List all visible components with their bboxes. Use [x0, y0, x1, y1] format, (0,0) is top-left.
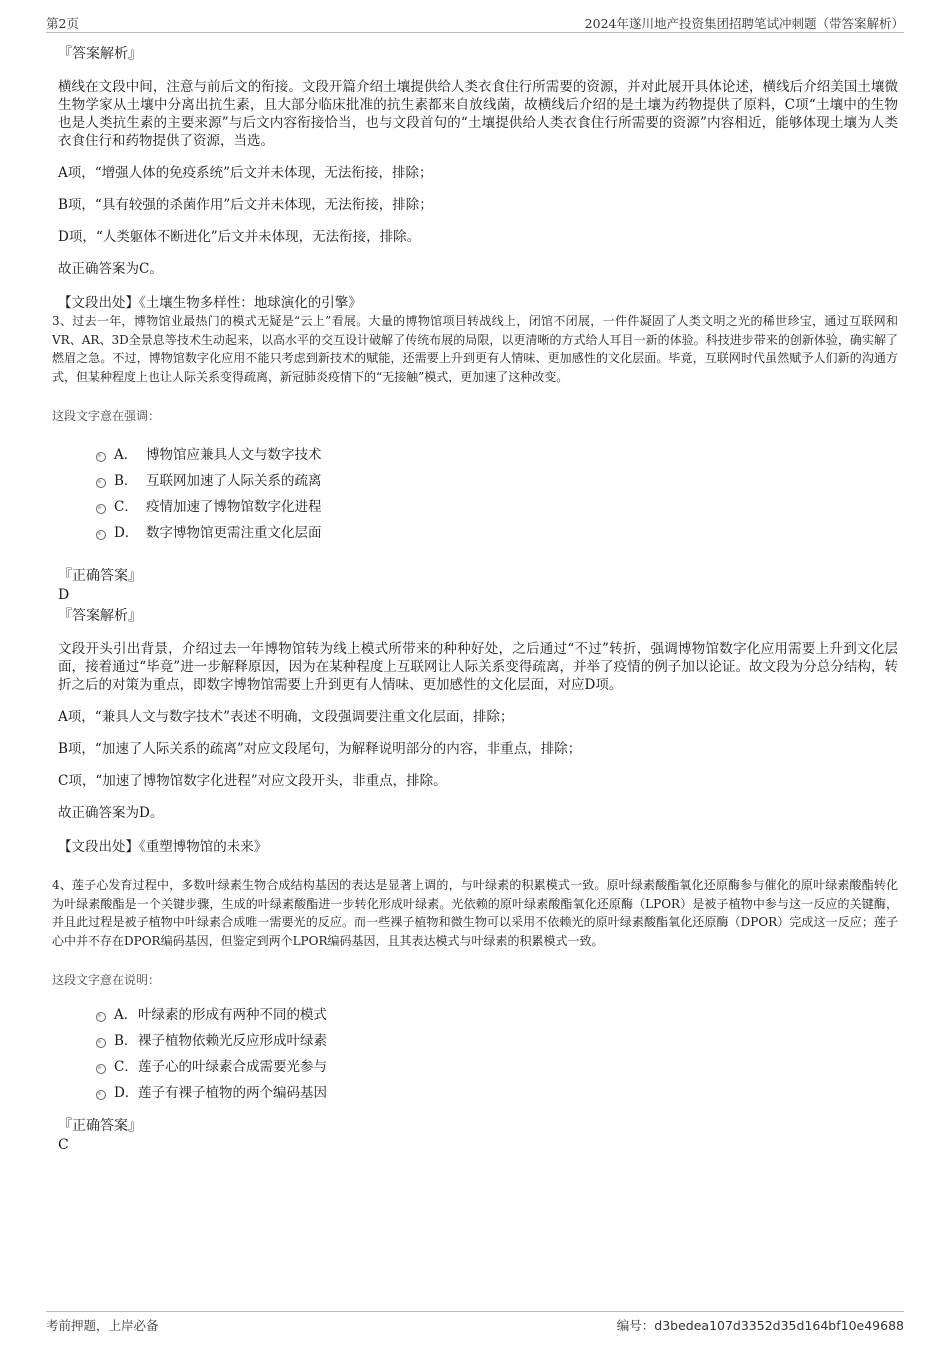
radio-icon[interactable]	[96, 1012, 106, 1022]
q4-option-d[interactable]: D．莲子有裸子植物的两个编码基因	[92, 1080, 898, 1106]
radio-icon[interactable]	[96, 1064, 106, 1074]
q3-option-b[interactable]: B． 互联网加速了人际关系的疏离	[92, 468, 898, 494]
radio-icon[interactable]	[96, 1090, 106, 1100]
q3-prompt: 这段文字意在强调：	[52, 409, 161, 423]
q4-prompt: 这段文字意在说明：	[52, 973, 161, 987]
radio-icon[interactable]	[96, 452, 106, 462]
q3-answer: D	[58, 587, 70, 603]
q2-option-d-analysis: D项，“人类躯体不断进化”后文并未体现，无法衔接，排除。	[58, 229, 421, 245]
page-footer	[46, 1311, 904, 1332]
q2-analysis-label: 『答案解析』	[58, 46, 142, 62]
q4-answer-label: 『正确答案』	[58, 1118, 142, 1134]
document-id: 编号：d3bedea107d3352d35d164bf10e49688	[616, 1318, 904, 1333]
document-title: 2024年遂川地产投资集团招聘笔试冲刺题（带答案解析）	[584, 16, 904, 31]
q3-conclusion: 故正确答案为D。	[58, 805, 164, 821]
q2-option-b-analysis: B项，“具有较强的杀菌作用”后文并未体现，无法衔接，排除；	[58, 197, 433, 213]
q3-analysis-label: 『答案解析』	[58, 608, 142, 624]
radio-icon[interactable]	[96, 1038, 106, 1048]
q4-options	[92, 1002, 898, 1106]
radio-icon[interactable]	[96, 530, 106, 540]
q3-option-c[interactable]: C． 疫情加速了博物馆数字化进程	[92, 494, 898, 520]
page-number: 第2页	[46, 16, 79, 31]
radio-icon[interactable]	[96, 504, 106, 514]
q3-option-a-analysis: A项，“兼具人文与数字技术”表述不明确，文段强调要注重文化层面，排除；	[58, 709, 514, 725]
q4-option-a[interactable]: A．叶绿素的形成有两种不同的模式	[92, 1002, 898, 1028]
q4-answer: C	[58, 1137, 69, 1153]
q3-option-c-analysis: C项，“加速了博物馆数字化进程”对应文段开头，非重点，排除。	[58, 773, 447, 789]
main-content	[52, 44, 898, 1154]
q3-option-b-analysis: B项，“加速了人际关系的疏离”对应文段尾句，为解释说明部分的内容，非重点，排除；	[58, 741, 582, 757]
q2-analysis: 横线在文段中间，注意与前后文的衔接。文段开篇介绍土壤提供给人类衣食住行所需要的资源，并对此展开具体论述，横线后介绍美国土壤微生物学家从土壤中分离出抗生素，且大部分临床批准的抗生素都来自放线菌，故横线后介绍的是土壤为药物提供了原料，C项“土壤中的生物也是人类抗生素的主要来源”与后文内容衔接恰当，也与文段首句的“土壤提供给人类衣食住行所需要的资源”内容相近，能够体现土壤为人类衣食住行和药物提供了资源，当选。	[58, 79, 898, 149]
page-header	[46, 12, 904, 33]
radio-icon[interactable]	[96, 478, 106, 488]
q3-answer-label: 『正确答案』	[58, 568, 142, 584]
q4-option-c[interactable]: C．莲子心的叶绿素合成需要光参与	[92, 1054, 898, 1080]
footer-slogan: 考前押题，上岸必备	[46, 1318, 159, 1333]
q2-source: 【文段出处】《土壤生物多样性：地球演化的引擎》	[58, 295, 362, 311]
q4-question-text: 4、莲子心发育过程中，多数叶绿素生物合成结构基因的表达是显著上调的，与叶绿素的积累模式一致。原叶绿素酸酯氧化还原酶参与催化的原叶绿素酸酯转化为叶绿素酸酯是一个关键步骤，生成的叶绿素酸酯进一步转化形成叶绿素。光依赖的原叶绿素酸酯氧化还原酶（LPOR）是被子植物中参与这一反应的关键酶，并且此过程是被子植物中叶绿素合成唯一需要光的反应。而一些裸子植物和微生物可以采用不依赖光的原叶绿素酸酯氧化还原酶（DPOR）完成这一反应；莲子心中并不存在DPOR编码基因，但鉴定到两个LPOR编码基因，且其表达模式与叶绿素的积累模式一致。	[52, 878, 898, 948]
q3-option-d[interactable]: D． 数字博物馆更需注重文化层面	[92, 520, 898, 546]
q2-conclusion: 故正确答案为C。	[58, 261, 163, 277]
q2-option-a-analysis: A项，“增强人体的免疫系统”后文并未体现，无法衔接，排除；	[58, 165, 433, 181]
q3-options	[92, 442, 898, 546]
q3-source: 【文段出处】《重塑博物馆的未来》	[58, 839, 268, 855]
q3-question-text: 3、过去一年，博物馆业最热门的模式无疑是“云上”看展。大量的博物馆项目转战线上，闭馆不闭展，一件件凝固了人类文明之光的稀世珍宝，通过互联网和VR、AR、3D全景息等技术生动起来，以高水平的交互设计破解了传统布展的局限，以更清晰的方式给人耳目一新的体验。科技进步带来的创新体验，确实解了燃眉之急。不过，博物馆数字化应用不能只考虑到新技术的赋能，还需要上升到更有人情味、更加感性的文化层面。毕竟，互联网时代虽然赋予人们新的沟通方式，但某种程度上也让人际关系变得疏离，新冠肺炎疫情下的“无接触”模式，更加速了这种改变。	[52, 314, 898, 384]
q3-analysis: 文段开头引出背景，介绍过去一年博物馆转为线上模式所带来的种种好处，之后通过“不过”转折，强调博物馆数字化应用需要上升到文化层面，接着通过“毕竟”进一步解释原因，因为在某种程度上互联网让人际关系变得疏离，并举了疫情的例子加以论证。故文段为分总分结构，转折之后的对策为重点，即数字博物馆需要上升到更有人情味、更加感性的文化层面，对应D项。	[58, 641, 898, 693]
q3-option-a[interactable]: A． 博物馆应兼具人文与数字技术	[92, 442, 898, 468]
q4-option-b[interactable]: B．裸子植物依赖光反应形成叶绿素	[92, 1028, 898, 1054]
